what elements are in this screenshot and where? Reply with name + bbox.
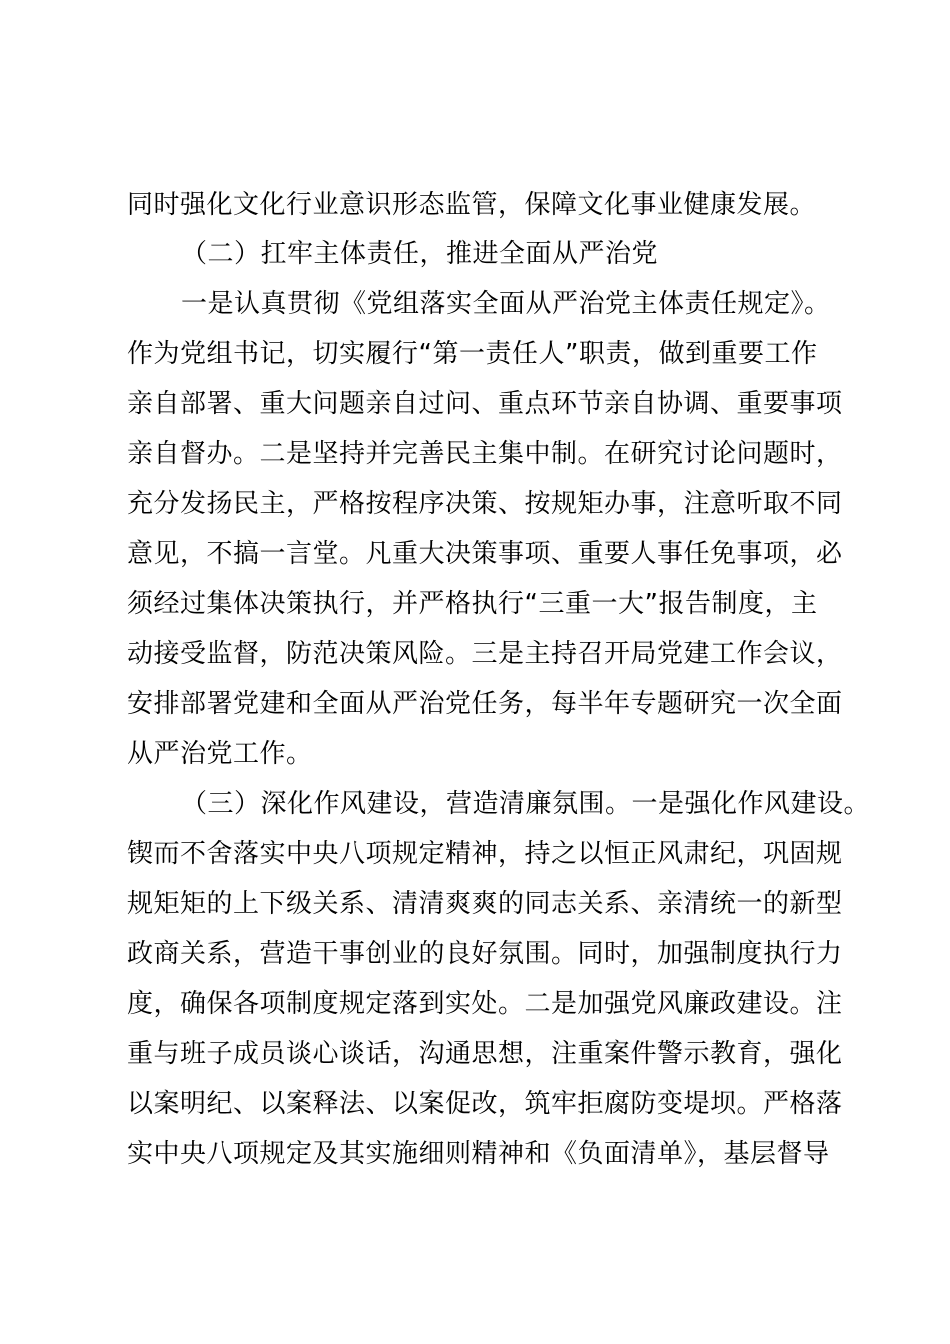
text-line: 作为党组书记，切实履行“第一责任人”职责，做到重要工作 bbox=[127, 339, 818, 369]
text-line: 动接受监督，防范决策风险。三是主持召开局党建工作会议， bbox=[127, 639, 843, 669]
section-heading: （三）深化作风建设，营造清廉氛围。一是强化作风建设。 bbox=[181, 789, 871, 819]
text-line: 从严治党工作。 bbox=[127, 739, 313, 769]
text-line: 重与班子成员谈心谈话，沟通思想，注重案件警示教育，强化 bbox=[127, 1039, 843, 1069]
text-line: 政商关系，营造干事创业的良好氛围。同时，加强制度执行力 bbox=[127, 939, 843, 969]
text-line: 亲自部署、重大问题亲自过问、重点环节亲自协调、重要事项 bbox=[127, 389, 843, 419]
text-line: 意见，不搞一言堂。凡重大决策事项、重要人事任免事项，必 bbox=[127, 539, 843, 569]
text-line: 度，确保各项制度规定落到实处。二是加强党风廉政建设。注 bbox=[127, 989, 843, 1019]
text-line: 一是认真贯彻《党组落实全面从严治党主体责任规定》。 bbox=[181, 289, 831, 319]
text-line: 须经过集体决策执行，并严格执行“三重一大”报告制度，主 bbox=[127, 589, 818, 619]
text-line: 安排部署党建和全面从严治党任务，每半年专题研究一次全面 bbox=[127, 689, 843, 719]
text-line: 以案明纪、以案释法、以案促改，筑牢拒腐防变堤坝。严格落 bbox=[127, 1089, 843, 1119]
text-line: 同时强化文化行业意识形态监管，保障文化事业健康发展。 bbox=[127, 190, 817, 220]
text-line: 实中央八项规定及其实施细则精神和《负面清单》，基层督导 bbox=[127, 1139, 830, 1169]
text-line: 锲而不舍落实中央八项规定精神，持之以恒正风肃纪，巩固规 bbox=[127, 839, 843, 869]
text-line: 亲自督办。二是坚持并完善民主集中制。在研究讨论问题时， bbox=[127, 439, 843, 469]
section-heading: （二）扛牢主体责任，推进全面从严治党 bbox=[181, 239, 659, 269]
text-line: 充分发扬民主，严格按程序决策、按规矩办事，注意听取不同 bbox=[127, 489, 843, 519]
text-line: 规矩矩的上下级关系、清清爽爽的同志关系、亲清统一的新型 bbox=[127, 889, 843, 919]
